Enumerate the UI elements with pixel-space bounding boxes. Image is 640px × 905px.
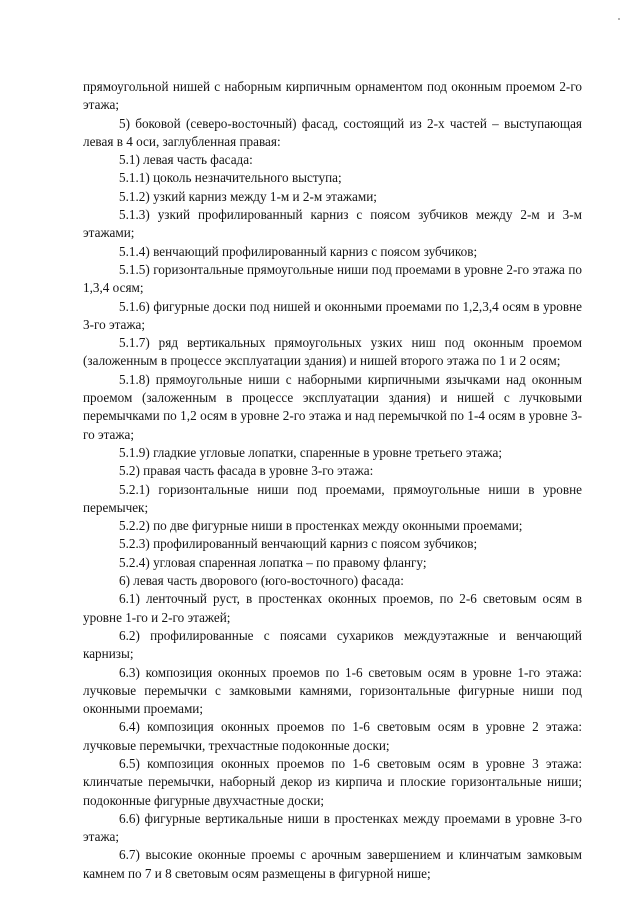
paragraph: 5.1.3) узкий профилированный карниз с поясом зубчиков между 2-м и 3-м этажами; [83,207,582,241]
paragraph: 5.2.2) по две фигурные ниши в простенках между оконными проемами; [119,518,523,534]
paragraph: 5.2.4) угловая спаренная лопатка – по правому флангу; [119,554,427,570]
paragraph: 6.6) фигурные вертикальные ниши в простенках между проемами в уровне 3-го этажа; [83,810,582,845]
paragraph: 6.1) ленточный руст, в простенках оконных проемов, по 2-6 световым осям в уровне 1-го и 2-го этажей; [83,591,582,625]
paragraph: 5.1) левая часть фасада: [119,152,253,168]
paragraph: 5.1.6) фигурные доски под нишей и оконными проемами по 1,2,3,4 осям в уровне 3-го этажа; [83,298,582,332]
paragraph: 5.1.2) узкий карниз между 1-м и 2-м этажами; [119,188,377,204]
paragraph: 6.7) высокие оконные проемы с арочным завершением и клинчатым замковым камнем по 7 и 8 световым осям размещены в фигурной нише; [83,847,582,881]
paragraph: 6.5) композиция оконных проемов по 1-6 световым осям в уровне 3 этажа: клинчатые перемычки, наборный декор из кирпича и плоские горизонтальные ниши; подоконные фигурные двухчастные доски; [83,755,582,808]
paragraph: 6) левая часть дворового (юго-восточного) фасада: [119,573,404,589]
document-body [83,78,582,883]
paragraph: 6.3) композиция оконных проемов по 1-6 световым осям в уровне 1-го этажа: лучковые перемычки с замковыми камнями, горизонтальные фигурные ниши под оконными проемами; [83,664,582,717]
paragraph: 5.1.7) ряд вертикальных прямоугольных узких ниш под оконным проемом (заложенным в процессе эксплуатации здания) и нишей второго этажа по 1 и 2 осям; [83,335,582,369]
paragraph: 5.1.8) прямоугольные ниши с наборными кирпичными язычками над оконным проемом (заложенным в процессе эксплуатации здания) и нишей с лучковыми перемычками по 1,2 осям в уровне 2-го этажа и над перемычкой по 1-4 осям в уровне 3-го этажа; [83,371,582,442]
paragraph: 5.2.3) профилированный венчающий карниз с поясом зубчиков; [119,536,478,552]
scan-speck [618,18,620,20]
paragraph: 5.1.5) горизонтальные прямоугольные ниши под проемами в уровне 2-го этажа по 1,3,4 осям; [83,261,582,296]
paragraph: 5.1.1) цоколь незначительного выступа; [119,170,342,186]
paragraph: 5) боковой (северо-восточный) фасад, состоящий из 2-х частей – выступающая левая в 4 оси, заглубленная правая: [83,115,582,149]
paragraph: 5.1.9) гладкие угловые лопатки, спаренные в уровне третьего этажа; [119,444,502,460]
paragraph: 5.2.1) горизонтальные ниши под проемами, прямоугольные ниши в уровне перемычек; [83,481,582,515]
paragraph: 5.1.4) венчающий профилированный карниз с поясом зубчиков; [119,243,478,259]
paragraph: 5.2) правая часть фасада в уровне 3-го этажа: [119,463,374,479]
paragraph: прямоугольной нишей с наборным кирпичным орнаментом под оконным проемом 2-го этажа; [83,79,582,113]
paragraph: 6.4) композиция оконных проемов по 1-6 световым осям в уровне 2 этажа: лучковые перемычки, трехчастные подоконные доски; [83,719,582,753]
paragraph: 6.2) профилированные с поясами сухариков междуэтажные и венчающий карнизы; [83,627,582,662]
